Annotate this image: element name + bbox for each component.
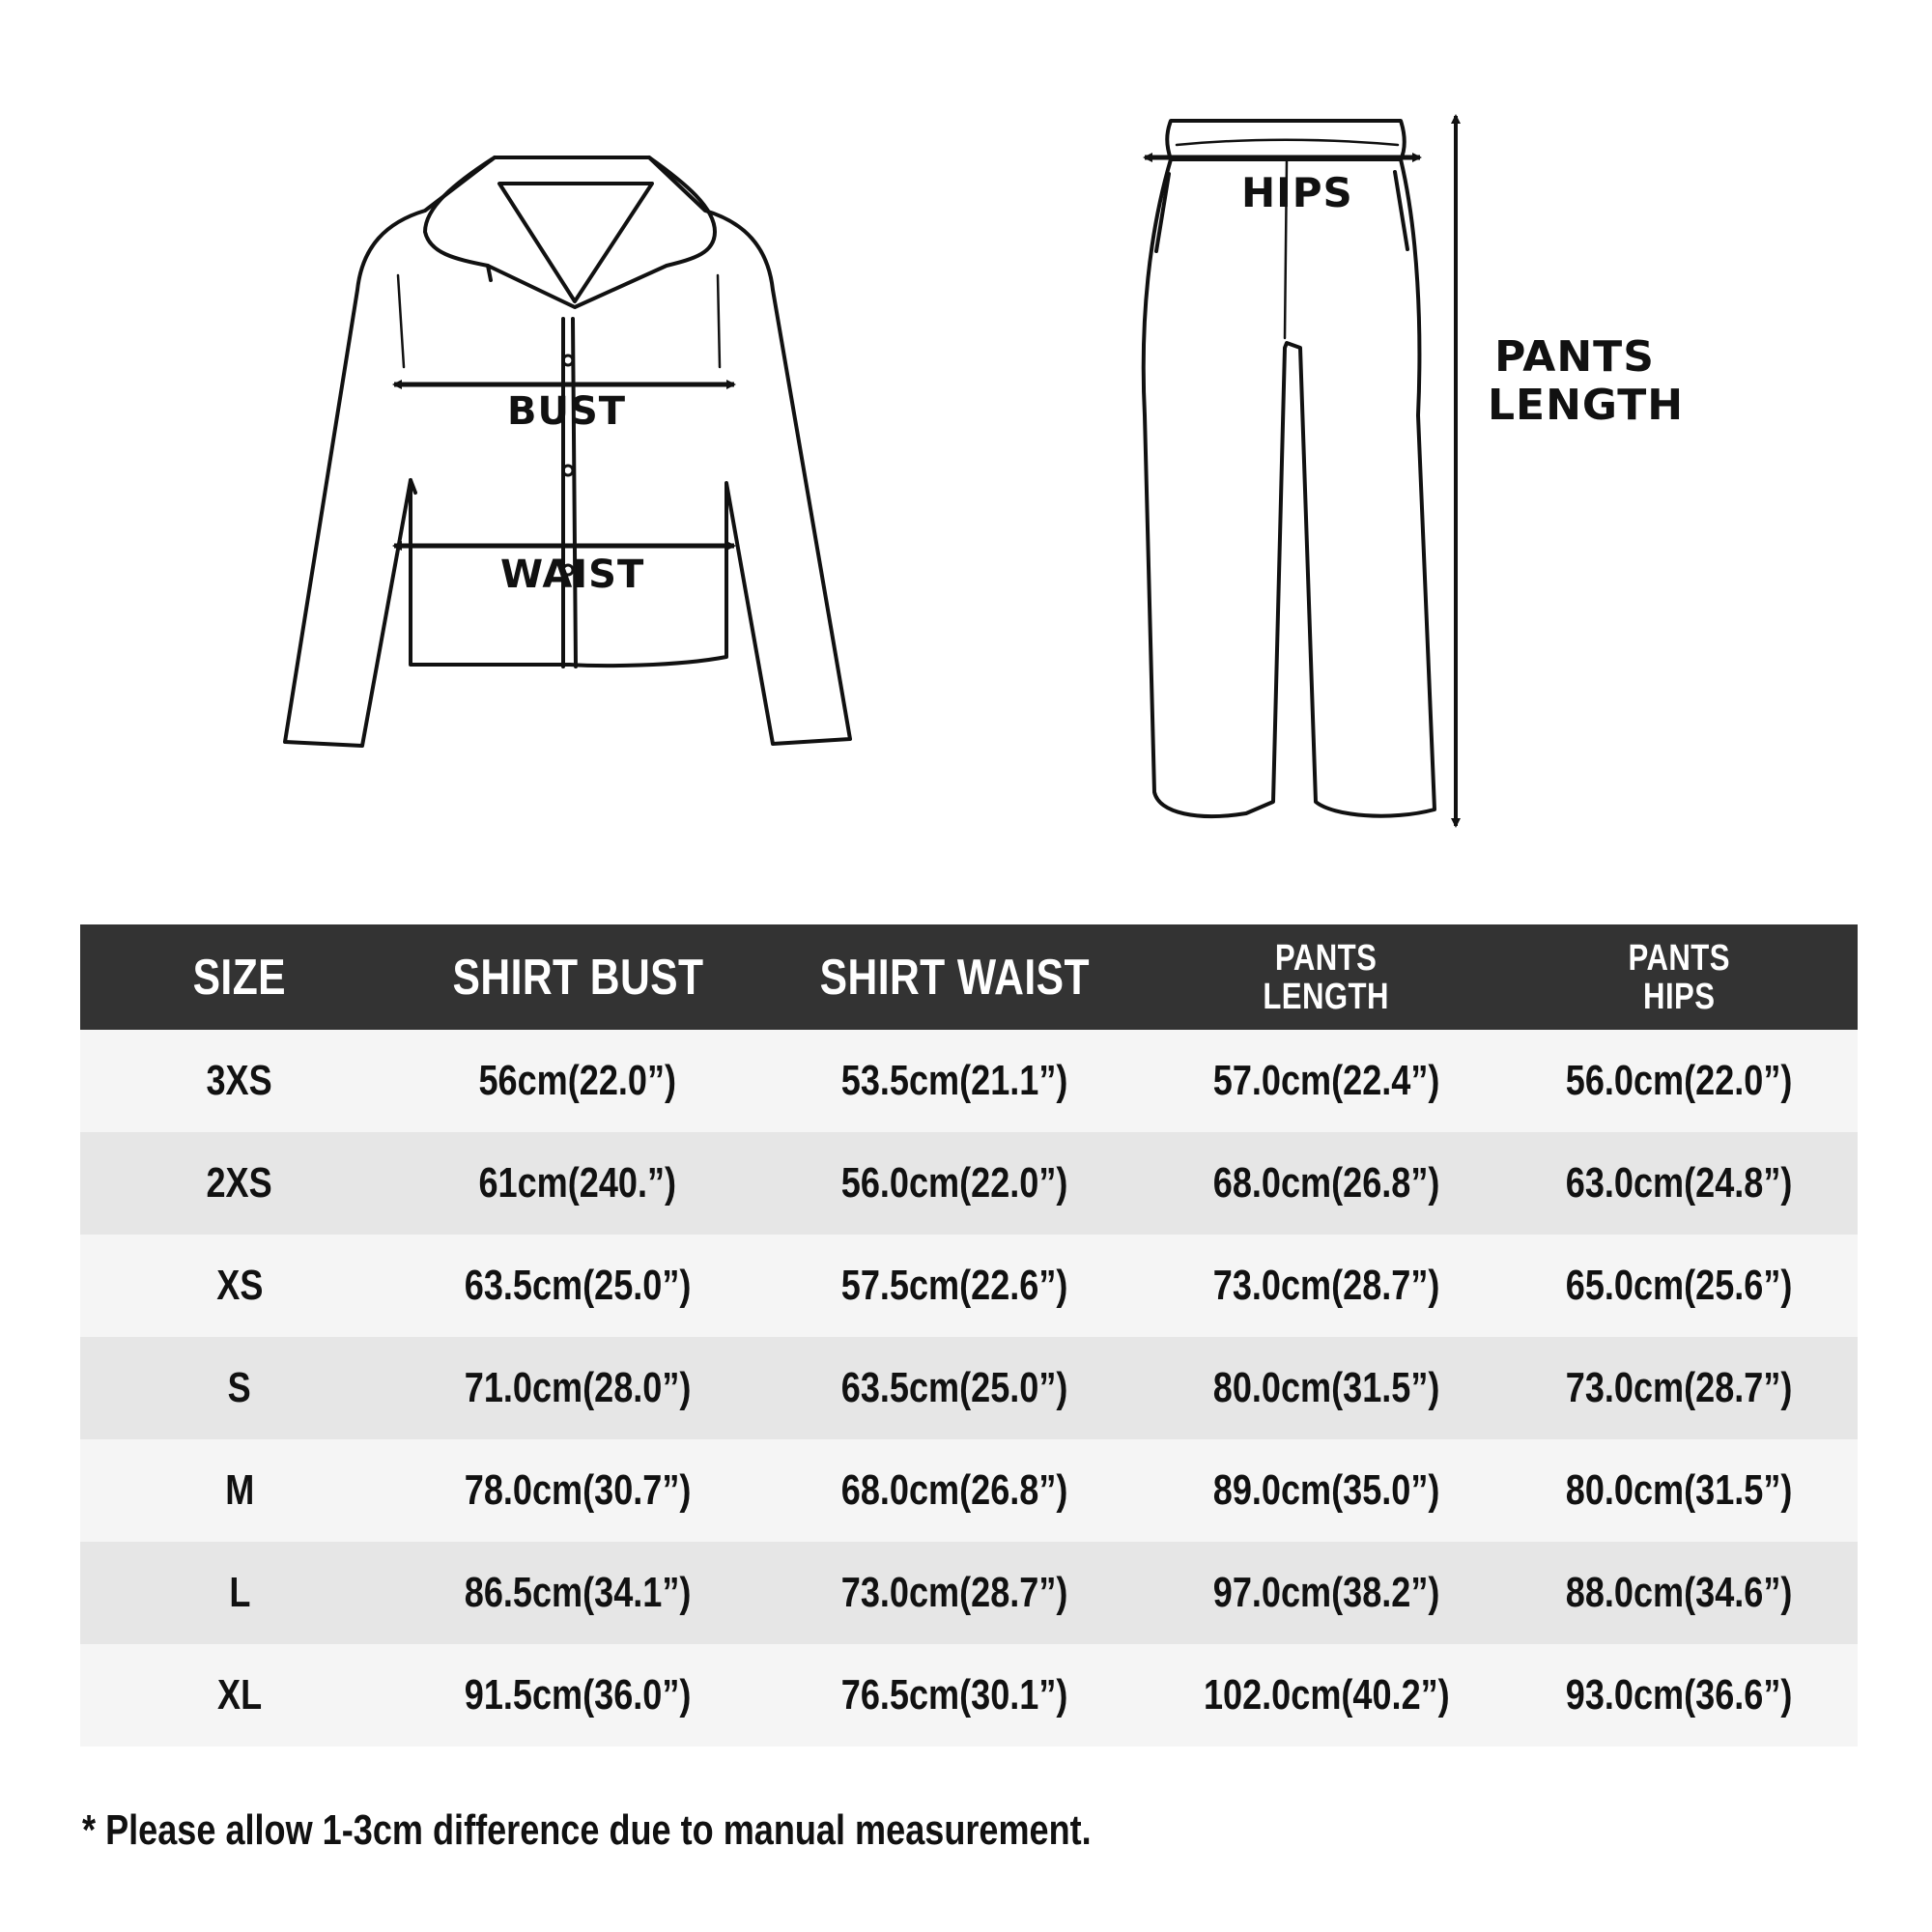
pants-length-cell: 68.0cm(26.8”) <box>1152 1132 1500 1235</box>
shirt-waist-cell: 76.5cm(30.1”) <box>756 1644 1152 1747</box>
shirt-bust-cell: 63.5cm(25.0”) <box>399 1235 756 1337</box>
pants-hips-cell: 93.0cm(36.6”) <box>1500 1644 1858 1747</box>
garment-illustration <box>0 0 1932 869</box>
pants-hips-cell: 63.0cm(24.8”) <box>1500 1132 1858 1235</box>
shirt-waist-cell: 53.5cm(21.1”) <box>756 1030 1152 1132</box>
shirt-drawing <box>285 157 850 746</box>
shirt-bust-cell: 61cm(240.”) <box>399 1132 756 1235</box>
table-row <box>80 1132 1858 1235</box>
shirt-bust-cell: 71.0cm(28.0”) <box>399 1337 756 1439</box>
pants-hips-cell: 56.0cm(22.0”) <box>1500 1030 1858 1132</box>
pants-length-cell: 102.0cm(40.2”) <box>1152 1644 1500 1747</box>
pants-hips-cell: 80.0cm(31.5”) <box>1500 1439 1858 1542</box>
pants-length-label: PANTS LENGTH <box>1488 332 1685 430</box>
table-row <box>80 1542 1858 1644</box>
size-cell: L <box>80 1542 399 1644</box>
header-shirt-waist: SHIRT WAIST <box>756 924 1152 1030</box>
table-row <box>80 1337 1858 1439</box>
pants-drawing <box>1144 121 1435 816</box>
size-cell: 2XS <box>80 1132 399 1235</box>
shirt-waist-cell: 73.0cm(28.7”) <box>756 1542 1152 1644</box>
table-row <box>80 1439 1858 1542</box>
size-cell: XS <box>80 1235 399 1337</box>
shirt-waist-cell: 57.5cm(22.6”) <box>756 1235 1152 1337</box>
header-size: SIZE <box>80 924 399 1030</box>
table-row <box>80 1644 1858 1747</box>
pants-length-cell: 80.0cm(31.5”) <box>1152 1337 1500 1439</box>
shirt-waist-cell: 63.5cm(25.0”) <box>756 1337 1152 1439</box>
header-pants-hips: PANTS HIPS <box>1500 924 1858 1030</box>
size-cell: XL <box>80 1644 399 1747</box>
table-header-row <box>80 924 1858 1030</box>
pants-length-cell: 73.0cm(28.7”) <box>1152 1235 1500 1337</box>
pants-length-cell: 89.0cm(35.0”) <box>1152 1439 1500 1542</box>
size-cell: S <box>80 1337 399 1439</box>
waist-label: WAIST <box>500 553 645 597</box>
header-shirt-bust: SHIRT BUST <box>399 924 756 1030</box>
size-cell: 3XS <box>80 1030 399 1132</box>
size-chart-table <box>80 924 1858 1747</box>
pants-length-cell: 57.0cm(22.4”) <box>1152 1030 1500 1132</box>
shirt-bust-cell: 86.5cm(34.1”) <box>399 1542 756 1644</box>
size-cell: M <box>80 1439 399 1542</box>
hips-label: HIPS <box>1241 169 1353 216</box>
pants-hips-cell: 88.0cm(34.6”) <box>1500 1542 1858 1644</box>
shirt-waist-cell: 68.0cm(26.8”) <box>756 1439 1152 1542</box>
shirt-bust-cell: 78.0cm(30.7”) <box>399 1439 756 1542</box>
table-row <box>80 1030 1858 1132</box>
pants-hips-cell: 73.0cm(28.7”) <box>1500 1337 1858 1439</box>
table-row <box>80 1235 1858 1337</box>
shirt-bust-cell: 91.5cm(36.0”) <box>399 1644 756 1747</box>
pants-length-cell: 97.0cm(38.2”) <box>1152 1542 1500 1644</box>
bust-label: BUST <box>507 389 627 434</box>
pants-hips-cell: 65.0cm(25.6”) <box>1500 1235 1858 1337</box>
shirt-bust-cell: 56cm(22.0”) <box>399 1030 756 1132</box>
measurement-footnote: * Please allow 1-3cm difference due to manual measurement. <box>82 1806 1092 1854</box>
shirt-waist-cell: 56.0cm(22.0”) <box>756 1132 1152 1235</box>
header-pants-length: PANTS LENGTH <box>1152 924 1500 1030</box>
